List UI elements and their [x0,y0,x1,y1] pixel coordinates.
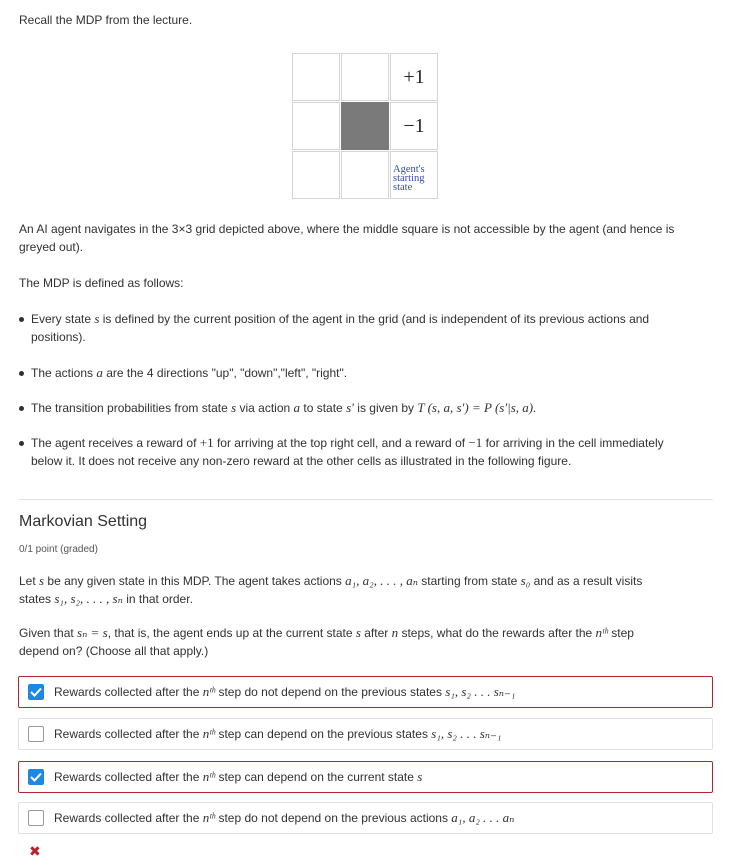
checked-icon[interactable] [28,769,44,785]
grid-cell [341,151,389,199]
option-3-checkbox[interactable] [18,761,713,793]
grid-cell-plus-one [390,53,438,101]
grid-cell [292,102,340,150]
grid-cell-start [390,151,438,199]
unchecked-icon[interactable] [28,726,44,742]
points-label: 0/1 point (graded) [19,544,98,555]
grid-cell-blocked [341,102,389,150]
option-4-checkbox[interactable] [18,802,713,834]
option-1-checkbox[interactable] [18,676,713,708]
option-label[interactable]: Rewards collected after the nᵗʰ step do not depend on the previous actions a₁, a₂ . . . aₙ [54,810,515,825]
grid-cell-minus-one [390,102,438,150]
option-label[interactable]: Rewards collected after the nᵗʰ step do not depend on the previous states s₁, s₂ . . . sₙ₋₁ [54,684,516,699]
problem-title: Markovian Setting [19,513,148,530]
unchecked-icon[interactable] [28,810,44,826]
description-text: An AI agent navigates in the 3×3 grid depicted above, where the middle square is not accessible by the agent (and hence is greyed out). [19,222,675,254]
section-divider [19,499,713,500]
mdp-definition-heading: The MDP is defined as follows: [19,276,184,290]
reward-minus-label: −1 [403,115,425,137]
start-state-label: Agent's starting state [393,164,425,193]
option-label[interactable]: Rewards collected after the nᵗʰ step can depend on the current state s [54,769,423,784]
option-2-checkbox[interactable] [18,718,713,750]
bullet-rewards: The agent receives a reward of +1 for arriving at the top right cell, and a reward of −1 for arriving in the cell immediately below it. It does not receive any non-zero reward at the other cells as illustrated in the following figure. [19,434,719,470]
reward-plus-label: +1 [403,66,425,88]
grid-cell [341,53,389,101]
mdp-grid-figure [292,53,439,200]
checked-icon[interactable] [28,684,44,700]
incorrect-icon: ✖ [29,843,41,859]
grid-cell [292,151,340,199]
question-setup: Let s be any given state in this MDP. The agent takes actions a₁, a₂, . . . , aₙ starting from state s₀ and as a result visits states s₁, s₂, . . . , sₙ in that order. [19,573,643,606]
bullet-state: Every state s is defined by the current position of the agent in the grid (and is independent of its previous actions and positions). [19,310,719,346]
grid-cell [292,53,340,101]
option-label[interactable]: Rewards collected after the nᵗʰ step can depend on the previous states s₁, s₂ . . . sₙ₋₁ [54,726,502,741]
bullet-actions: The actions a are the 4 directions "up", "down","left", "right". [19,364,719,382]
intro-text: Recall the MDP from the lecture. [19,13,193,27]
question-prompt: Given that sₙ = s, that is, the agent ends up at the current state s after n steps, what do the rewards after the nᵗʰ step depend on? (Choose all that apply.) [19,625,634,658]
bullet-transitions: The transition probabilities from state s via action a to state s′ is given by T (s, a, s′) = P (s′|s, a). [19,399,719,417]
